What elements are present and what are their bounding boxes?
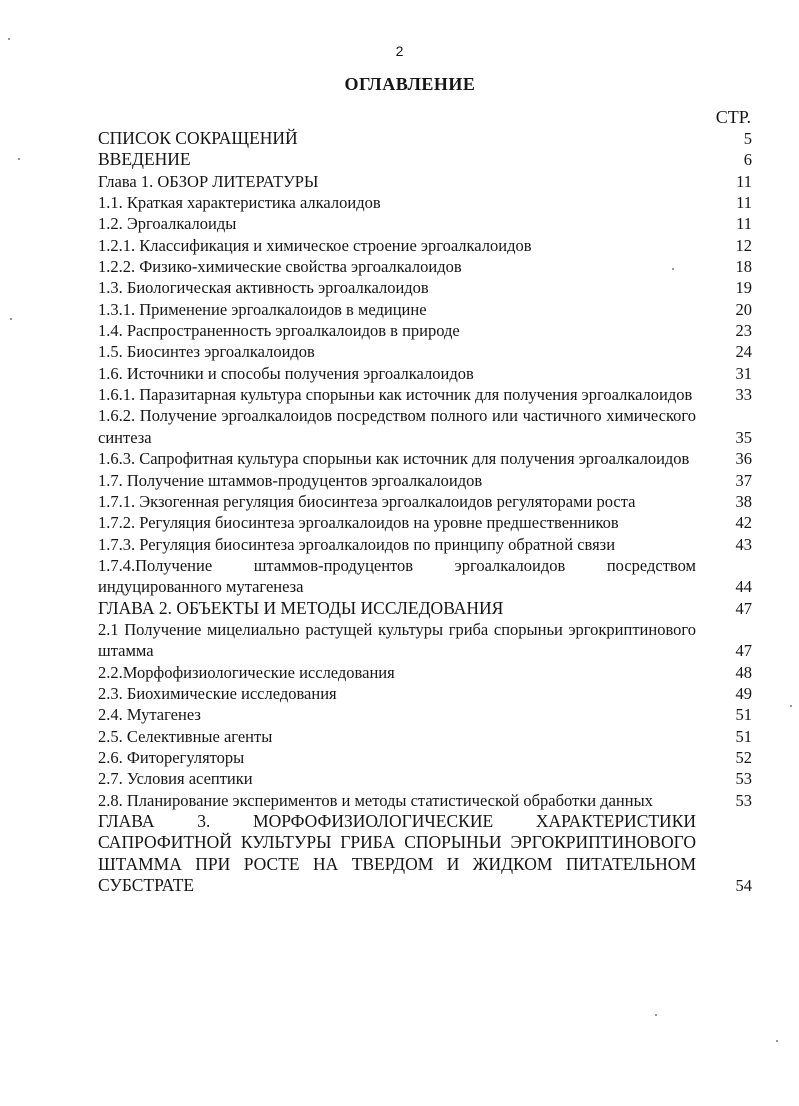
toc-entry-page: 37: [735, 470, 752, 490]
toc-entry-page: 48: [735, 662, 752, 682]
toc-entry-text: Глава 1. ОБЗОР ЛИТЕРАТУРЫ: [98, 171, 319, 191]
toc-entry: [98, 256, 752, 277]
toc-entry-page: 11: [736, 214, 752, 234]
toc-entry-text: 1.6.1. Паразитарная культура спорыньи как источник для получения эргоалкалоидов: [98, 385, 693, 405]
toc-entry: [98, 384, 752, 405]
toc-entry-page: 44: [735, 577, 752, 597]
toc-entry-text: 1.5. Биосинтез эргоалкалоидов: [98, 342, 315, 362]
toc-entry: [98, 555, 752, 598]
toc-entry-text: 1.7.2. Регуляция биосинтеза эргоалкалоидов на уровне предшественников: [98, 513, 619, 533]
table-of-contents: [98, 128, 752, 896]
toc-entry-text: СПИСОК СОКРАЩЕНИЙ: [98, 128, 298, 148]
toc-entry-text: 1.6. Источники и способы получения эргоалкалоидов: [98, 363, 474, 383]
toc-entry: [98, 704, 752, 725]
toc-entry-text: 2.2.Морфофизиологические исследования: [98, 662, 395, 682]
toc-entry-text: 1.3. Биологическая активность эргоалкалоидов: [98, 278, 429, 298]
toc-entry: [98, 491, 752, 512]
scan-speck: [655, 1014, 657, 1016]
toc-entry: [98, 470, 752, 491]
toc-entry-page: 5: [743, 129, 752, 148]
toc-entry-text: ГЛАВА 3. МОРФОФИЗИОЛОГИЧЕСКИЕ ХАРАКТЕРИСТИКИ САПРОФИТНОЙ КУЛЬТУРЫ ГРИБА СПОРЫНЬИ ЭРГОКРИПТИНОВОГО ШТАММА ПРИ РОСТЕ НА ТВЕРДОМ И ЖИДКОМ ПИТАТЕЛЬНОМ СУБСТРАТЕ: [98, 811, 696, 896]
toc-entry: [98, 811, 752, 896]
toc-entry: [98, 405, 752, 448]
page-column-label: СТР.: [715, 107, 751, 127]
toc-entry-page: 51: [735, 726, 752, 746]
toc-entry-page: 42: [735, 513, 752, 533]
toc-entry-text: 1.2.1. Классификация и химическое строение эргоалкалоидов: [98, 235, 532, 255]
toc-entry-text: 1.7.4.Получение штаммов-продуцентов эргоалкалоидов посредством индуцированного мутагенеза: [98, 555, 696, 597]
toc-entry-text: 1.7.1. Экзогенная регуляция биосинтеза эргоалкалоидов регуляторами роста: [98, 491, 636, 511]
toc-entry-page: 6: [743, 150, 752, 170]
toc-entry-page: 11: [736, 193, 752, 213]
toc-entry-page: 24: [735, 342, 752, 362]
toc-entry-page: 51: [735, 705, 752, 725]
toc-entry-page: 33: [735, 385, 752, 405]
toc-entry-page: 36: [735, 449, 752, 469]
toc-entry-page: 35: [735, 427, 752, 447]
toc-entry: [98, 171, 752, 192]
page-title: ОГЛАВЛЕНИЕ: [344, 74, 476, 94]
toc-entry-page: 31: [735, 363, 752, 383]
toc-entry-page: 47: [735, 641, 752, 661]
toc-entry-text: 1.4. Распространенность эргоалкалоидов в природе: [98, 321, 460, 341]
toc-entry-page: 52: [735, 747, 752, 767]
toc-entry-text: 1.7.3. Регуляция биосинтеза эргоалкалоидов по принципу обратной связи: [98, 534, 616, 554]
toc-entry: [98, 213, 752, 234]
toc-entry: [98, 320, 752, 341]
toc-entry-text: 1.6.3. Сапрофитная культура спорыньи как источник для получения эргоалкалоидов: [98, 449, 690, 469]
toc-entry: [98, 235, 752, 256]
toc-entry: [98, 598, 752, 619]
toc-entry-text: 1.3.1. Применение эргоалкалоидов в медицине: [98, 299, 427, 319]
toc-entry: [98, 768, 752, 789]
toc-entry: [98, 683, 752, 704]
scan-speck: [8, 38, 10, 40]
toc-entry: [98, 192, 752, 213]
toc-entry: [98, 341, 752, 362]
toc-entry-text: 1.1. Краткая характеристика алкалоидов: [98, 193, 381, 213]
toc-entry: [98, 534, 752, 555]
toc-entry-page: 53: [735, 790, 752, 810]
toc-entry-text: 1.6.2. Получение эргоалкалоидов посредством полного или частичного химического синтеза: [98, 406, 696, 447]
toc-entry-text: 2.6. Фиторегуляторы: [98, 747, 245, 767]
toc-entry-text: 2.5. Селективные агенты: [98, 726, 273, 746]
toc-entry-page: 23: [735, 321, 752, 341]
toc-entry: [98, 149, 752, 170]
toc-entry-page: 49: [735, 683, 752, 703]
toc-entry-text: 2.3. Биохимические исследования: [98, 683, 337, 703]
toc-entry-page: 53: [735, 769, 752, 789]
toc-entry-text: 1.7. Получение штаммов-продуцентов эргоалкалоидов: [98, 470, 483, 490]
toc-entry-text: 2.1 Получение мицелиально растущей культуры гриба спорыньи эргокриптинового штамма: [98, 619, 696, 661]
toc-entry-text: 1.2.2. Физико-химические свойства эргоалкалоидов: [98, 257, 462, 277]
scan-speck: [776, 1040, 778, 1042]
toc-entry: [98, 448, 752, 469]
toc-entry-page: 12: [735, 235, 752, 255]
toc-entry: [98, 726, 752, 747]
toc-entry-page: 43: [735, 534, 752, 554]
toc-entry-page: 19: [735, 278, 752, 298]
toc-entry: [98, 790, 752, 811]
scan-speck: [672, 268, 674, 270]
toc-entry-text: 2.7. Условия асептики: [98, 769, 253, 789]
toc-entry-text: 2.4. Мутагенез: [98, 705, 201, 725]
toc-entry-text: 2.8. Планирование экспериментов и методы статистической обработки данных: [98, 790, 653, 810]
toc-entry-text: 1.2. Эргоалкалоиды: [98, 214, 237, 234]
toc-entry: [98, 662, 752, 683]
scan-speck: [790, 705, 792, 707]
toc-entry-page: 11: [736, 171, 752, 191]
toc-entry: [98, 512, 752, 533]
toc-entry-page: 38: [735, 491, 752, 511]
toc-entry-text: ГЛАВА 2. ОБЪЕКТЫ И МЕТОДЫ ИССЛЕДОВАНИЯ: [98, 597, 504, 618]
toc-entry-page: 54: [735, 876, 752, 896]
scan-speck: [18, 158, 20, 160]
toc-entry: [98, 363, 752, 384]
toc-entry-page: 20: [735, 299, 752, 319]
toc-entry-page: 18: [735, 257, 752, 277]
toc-entry: [98, 747, 752, 768]
toc-entry: [98, 277, 752, 298]
toc-entry: [98, 619, 752, 662]
page-number: 2: [395, 43, 404, 59]
toc-entry-text: ВВЕДЕНИЕ: [98, 149, 191, 170]
toc-entry: [98, 299, 752, 320]
toc-entry: [98, 128, 752, 149]
scan-speck: [10, 318, 12, 320]
toc-entry-page: 47: [735, 598, 752, 618]
